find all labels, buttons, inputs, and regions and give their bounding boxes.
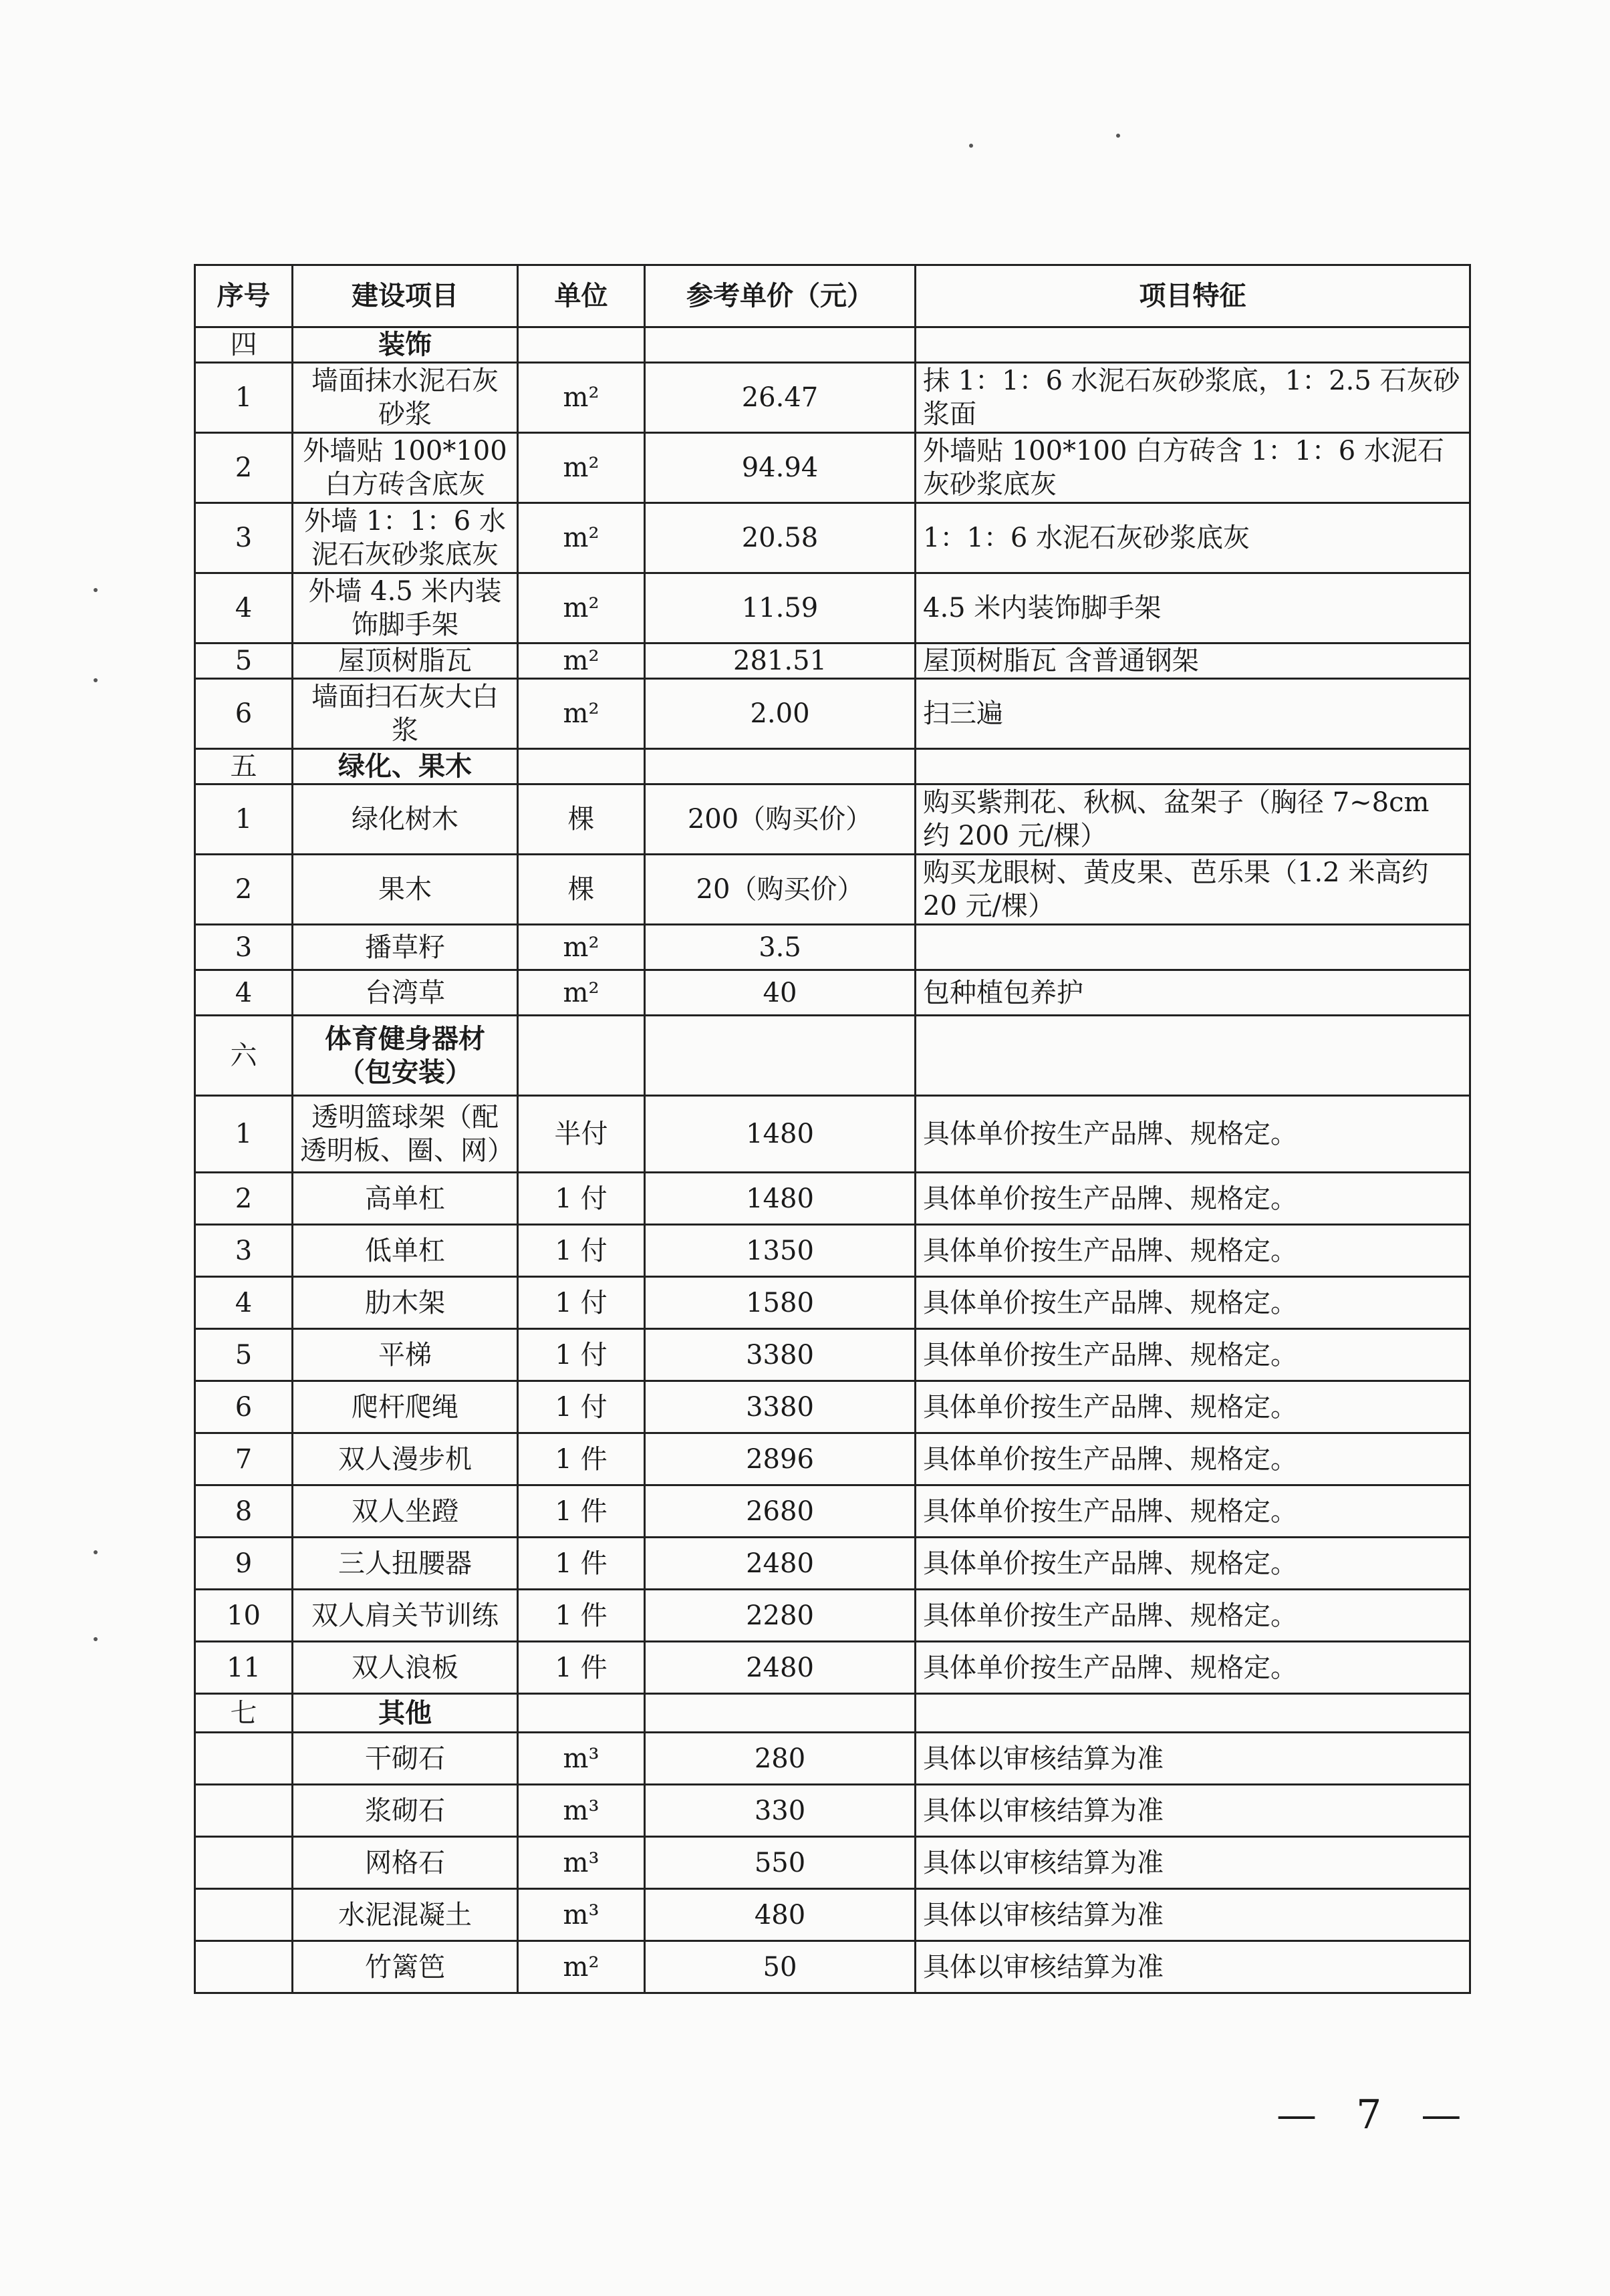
row-unit: 1 付 [518,1173,645,1225]
row-price: 1580 [645,1277,916,1329]
row-feature [916,1016,1470,1096]
row-feature [916,1694,1470,1733]
row-item-name: 高单杠 [293,1173,518,1225]
row-price: 26.47 [645,363,916,433]
row-number: 五 [195,749,293,784]
row-price: 1480 [645,1096,916,1173]
row-item-name: 双人漫步机 [293,1433,518,1485]
row-number: 2 [195,1173,293,1225]
table-row [195,1538,1470,1590]
table-row [195,503,1470,573]
row-unit [518,1016,645,1096]
row-number: 3 [195,503,293,573]
row-unit: 棵 [518,784,645,855]
row-item-name: 平梯 [293,1329,518,1381]
table-row [195,1941,1470,1993]
row-unit: 1 付 [518,1381,645,1433]
row-price: 2280 [645,1590,916,1642]
row-unit: m² [518,970,645,1016]
row-unit: 1 付 [518,1277,645,1329]
section-row [195,749,1470,784]
row-number: 9 [195,1538,293,1590]
row-price [645,749,916,784]
row-unit: 1 件 [518,1538,645,1590]
row-feature: 具体单价按生产品牌、规格定。 [916,1173,1470,1225]
header-no: 序号 [195,265,293,327]
row-unit: m² [518,433,645,503]
table-row [195,1329,1470,1381]
row-unit: 1 件 [518,1642,645,1694]
row-item-name: 三人扭腰器 [293,1538,518,1590]
scan-speck [94,678,98,682]
table-row [195,433,1470,503]
table-row [195,573,1470,643]
header-feature: 项目特征 [916,265,1470,327]
table-row [195,1837,1470,1889]
row-number: 10 [195,1590,293,1642]
row-price: 40 [645,970,916,1016]
row-feature: 购买龙眼树、黄皮果、芭乐果（1.2 米高约 20 元/棵） [916,855,1470,925]
row-item-name: 台湾草 [293,970,518,1016]
scan-speck [94,1637,98,1641]
row-feature: 抹 1：1：6 水泥石灰砂浆底，1：2.5 石灰砂浆面 [916,363,1470,433]
row-unit: m² [518,643,645,679]
row-number: 2 [195,855,293,925]
row-number: 4 [195,573,293,643]
row-feature: 1：1：6 水泥石灰砂浆底灰 [916,503,1470,573]
row-feature: 具体以审核结算为准 [916,1785,1470,1837]
row-price: 11.59 [645,573,916,643]
row-number [195,1889,293,1941]
row-unit: 1 件 [518,1433,645,1485]
row-price [645,1016,916,1096]
table-row [195,784,1470,855]
table-row [195,1433,1470,1485]
table-row [195,1173,1470,1225]
header-price: 参考单价（元） [645,265,916,327]
row-unit: 半付 [518,1096,645,1173]
row-price: 2.00 [645,679,916,749]
scan-speck [1116,134,1120,138]
row-number [195,1785,293,1837]
row-item-name: 果木 [293,855,518,925]
row-feature: 具体单价按生产品牌、规格定。 [916,1225,1470,1277]
row-number: 5 [195,1329,293,1381]
row-unit [518,1694,645,1733]
row-item-name: 墙面抹水泥石灰砂浆 [293,363,518,433]
row-feature: 4.5 米内装饰脚手架 [916,573,1470,643]
row-unit: m² [518,925,645,970]
row-feature: 具体单价按生产品牌、规格定。 [916,1096,1470,1173]
row-feature: 屋顶树脂瓦 含普通钢架 [916,643,1470,679]
row-feature: 具体单价按生产品牌、规格定。 [916,1590,1470,1642]
table-row [195,1277,1470,1329]
row-feature [916,327,1470,363]
table-header-row [195,265,1470,327]
row-price: 330 [645,1785,916,1837]
row-unit: 1 件 [518,1590,645,1642]
table-row [195,1381,1470,1433]
row-unit: m² [518,573,645,643]
row-number: 1 [195,363,293,433]
row-feature: 扫三遍 [916,679,1470,749]
row-item-name: 爬杆爬绳 [293,1381,518,1433]
row-feature: 具体单价按生产品牌、规格定。 [916,1329,1470,1381]
row-price: 20（购买价） [645,855,916,925]
row-feature: 具体单价按生产品牌、规格定。 [916,1485,1470,1538]
table-row [195,970,1470,1016]
row-unit: m² [518,1941,645,1993]
row-feature: 具体单价按生产品牌、规格定。 [916,1381,1470,1433]
row-item-name: 网格石 [293,1837,518,1889]
row-feature: 具体以审核结算为准 [916,1941,1470,1993]
table-row [195,1485,1470,1538]
row-item-name: 体育健身器材（包安装） [293,1016,518,1096]
row-price: 280 [645,1733,916,1785]
row-feature [916,749,1470,784]
section-row [195,1016,1470,1096]
row-item-name: 肋木架 [293,1277,518,1329]
row-unit: 1 件 [518,1485,645,1538]
row-item-name: 双人坐蹬 [293,1485,518,1538]
row-feature: 包种植包养护 [916,970,1470,1016]
row-unit: 1 付 [518,1225,645,1277]
row-number: 4 [195,1277,293,1329]
row-unit [518,327,645,363]
row-feature: 具体单价按生产品牌、规格定。 [916,1433,1470,1485]
row-number: 七 [195,1694,293,1733]
row-number: 六 [195,1016,293,1096]
row-price: 480 [645,1889,916,1941]
table-row [195,643,1470,679]
scan-speck [94,588,98,592]
row-price: 281.51 [645,643,916,679]
row-item-name: 屋顶树脂瓦 [293,643,518,679]
table-row [195,1889,1470,1941]
row-number: 4 [195,970,293,1016]
row-item-name: 播草籽 [293,925,518,970]
row-feature: 具体以审核结算为准 [916,1837,1470,1889]
table-row [195,925,1470,970]
row-price [645,1694,916,1733]
table-row [195,1590,1470,1642]
row-item-name: 绿化、果木 [293,749,518,784]
row-unit: m² [518,363,645,433]
row-price: 1350 [645,1225,916,1277]
row-price: 1480 [645,1173,916,1225]
section-row [195,1694,1470,1733]
row-unit: m³ [518,1733,645,1785]
row-number: 2 [195,433,293,503]
row-item-name: 外墙 4.5 米内装饰脚手架 [293,573,518,643]
table-row [195,1642,1470,1694]
row-price: 2480 [645,1642,916,1694]
row-feature: 具体单价按生产品牌、规格定。 [916,1642,1470,1694]
row-number: 8 [195,1485,293,1538]
table-row [195,1225,1470,1277]
row-number: 3 [195,925,293,970]
table-row [195,679,1470,749]
row-price: 2680 [645,1485,916,1538]
table-body [195,327,1470,1993]
row-number [195,1733,293,1785]
header-item: 建设项目 [293,265,518,327]
row-item-name: 装饰 [293,327,518,363]
row-number: 6 [195,679,293,749]
scan-speck [94,1550,98,1554]
row-item-name: 绿化树木 [293,784,518,855]
row-number: 7 [195,1433,293,1485]
row-feature [916,925,1470,970]
row-feature: 具体单价按生产品牌、规格定。 [916,1277,1470,1329]
row-feature: 购买紫荆花、秋枫、盆架子（胸径 7~8cm 约 200 元/棵） [916,784,1470,855]
row-item-name: 其他 [293,1694,518,1733]
row-unit: 1 付 [518,1329,645,1381]
section-row [195,327,1470,363]
row-feature: 具体单价按生产品牌、规格定。 [916,1538,1470,1590]
row-feature: 外墙贴 100*100 白方砖含 1：1：6 水泥石灰砂浆底灰 [916,433,1470,503]
row-item-name: 透明篮球架（配透明板、圈、网） [293,1096,518,1173]
row-price [645,327,916,363]
row-number: 5 [195,643,293,679]
row-price: 3380 [645,1329,916,1381]
row-price: 2896 [645,1433,916,1485]
row-unit: m³ [518,1837,645,1889]
row-item-name: 外墙贴 100*100 白方砖含底灰 [293,433,518,503]
row-price: 20.58 [645,503,916,573]
row-number [195,1837,293,1889]
row-item-name: 外墙 1：1：6 水泥石灰砂浆底灰 [293,503,518,573]
row-item-name: 干砌石 [293,1733,518,1785]
row-unit: m³ [518,1889,645,1941]
row-unit: m² [518,679,645,749]
row-price: 2480 [645,1538,916,1590]
row-unit: m² [518,503,645,573]
row-price: 200（购买价） [645,784,916,855]
row-number: 1 [195,784,293,855]
row-item-name: 墙面扫石灰大白浆 [293,679,518,749]
row-item-name: 双人肩关节训练 [293,1590,518,1642]
row-feature: 具体以审核结算为准 [916,1733,1470,1785]
row-number: 11 [195,1642,293,1694]
row-number: 3 [195,1225,293,1277]
page-number: — 7 — [1277,2092,1475,2138]
row-price: 3.5 [645,925,916,970]
row-number: 6 [195,1381,293,1433]
row-item-name: 双人浪板 [293,1642,518,1694]
row-price: 94.94 [645,433,916,503]
table-row [195,1096,1470,1173]
row-unit: 棵 [518,855,645,925]
table-row [195,855,1470,925]
price-reference-table [194,264,1471,1994]
table-row [195,1785,1470,1837]
row-item-name: 浆砌石 [293,1785,518,1837]
header-unit: 单位 [518,265,645,327]
scan-speck [969,144,973,148]
row-price: 3380 [645,1381,916,1433]
row-item-name: 竹篱笆 [293,1941,518,1993]
table-row [195,1733,1470,1785]
row-number: 四 [195,327,293,363]
row-item-name: 低单杠 [293,1225,518,1277]
row-number: 1 [195,1096,293,1173]
row-number [195,1941,293,1993]
row-price: 550 [645,1837,916,1889]
row-unit: m³ [518,1785,645,1837]
table-row [195,363,1470,433]
row-unit [518,749,645,784]
row-price: 50 [645,1941,916,1993]
row-feature: 具体以审核结算为准 [916,1889,1470,1941]
row-item-name: 水泥混凝土 [293,1889,518,1941]
